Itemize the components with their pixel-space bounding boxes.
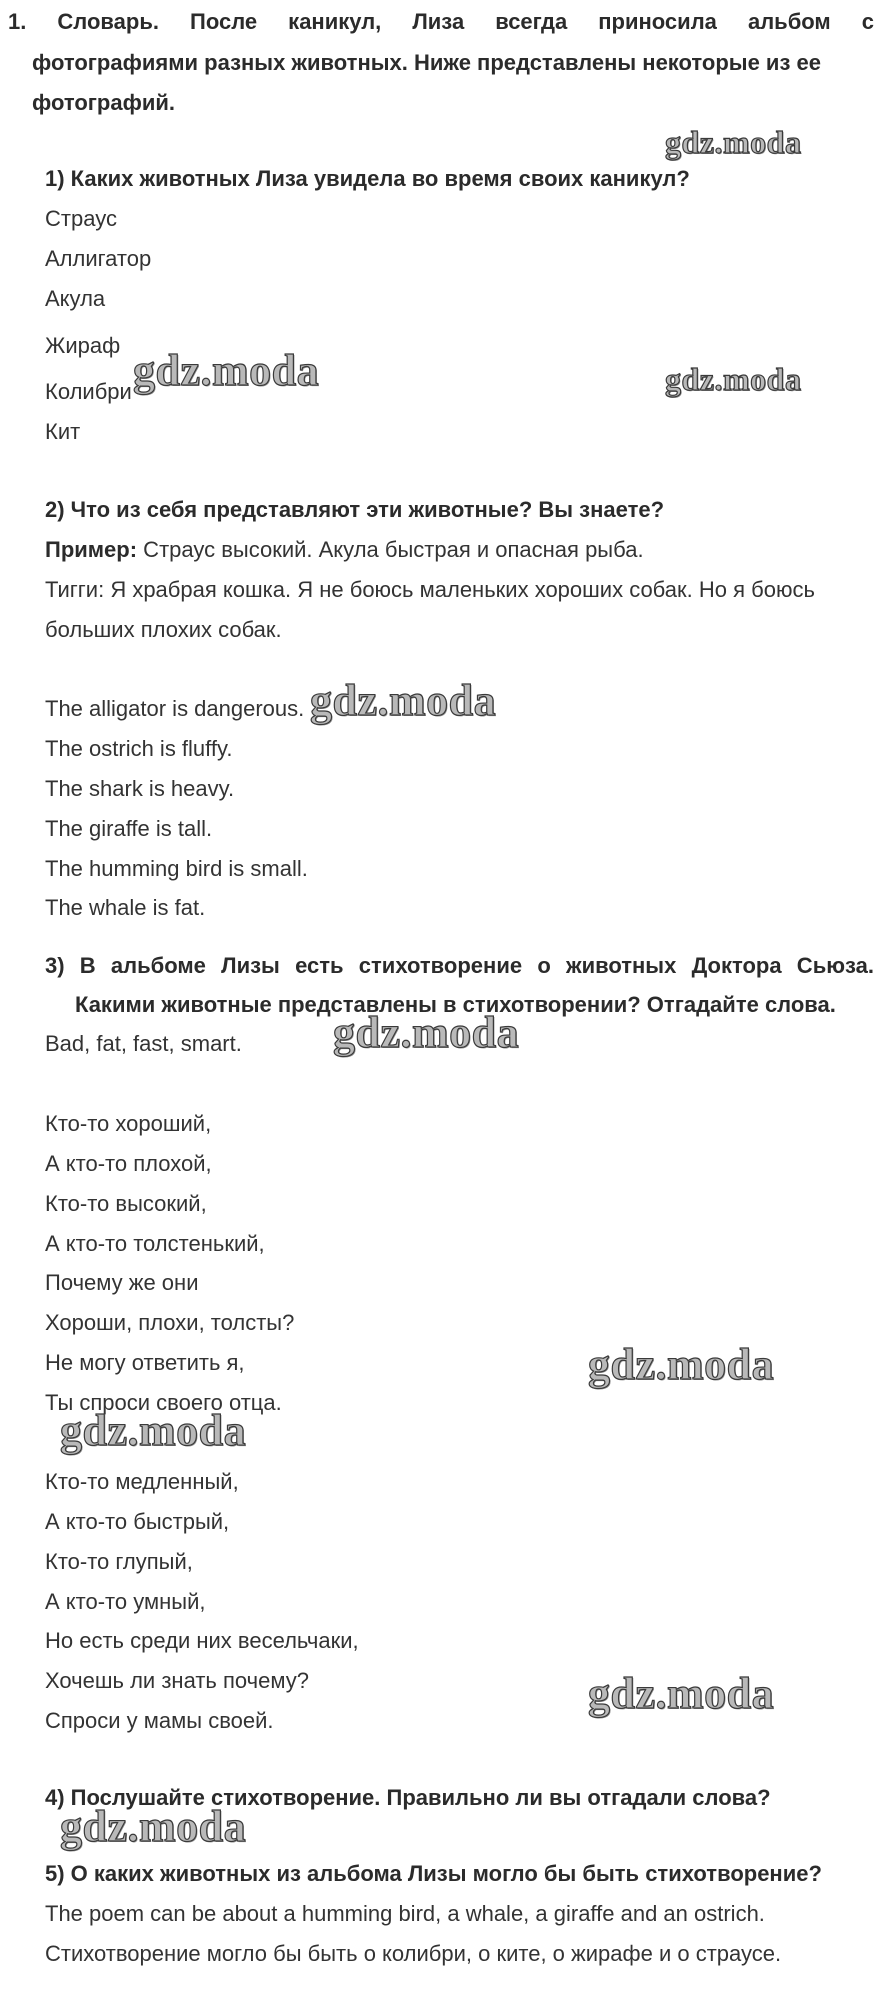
poem-line: Почему же они	[45, 1270, 199, 1295]
watermark: gdz.moda	[588, 1669, 775, 1718]
question-2: 2) Что из себя представляют эти животные? Вы знаете?	[45, 497, 665, 522]
example-line	[45, 536, 644, 564]
poem-line: Хочешь ли знать почему?	[45, 1668, 309, 1693]
animal-list-item: Жираф	[45, 333, 121, 358]
answer-line-ru: Стихотворение могло бы быть о колибри, о ките, о жирафе и о страусе.	[45, 1941, 782, 1966]
animal-list-item: Страус	[45, 206, 117, 231]
question-1: 1) Каких животных Лиза увидела во время своих каникул?	[45, 166, 690, 191]
answer-line: The ostrich is fluffy.	[45, 736, 233, 761]
watermark: gdz.moda	[588, 1340, 775, 1389]
poem-line: Не могу ответить я,	[45, 1350, 245, 1375]
watermark: gdz.moda	[60, 1406, 247, 1455]
watermark: gdz.moda	[133, 346, 320, 395]
watermark: gdz.moda	[310, 676, 497, 725]
poem-line: Хороши, плохи, толсты?	[45, 1310, 295, 1335]
task-intro-line-2: фотографиями разных животных. Ниже представлены некоторые из ее	[32, 50, 821, 75]
poem-line: А кто-то плохой,	[45, 1151, 212, 1176]
animal-list-item: Колибри	[45, 379, 132, 404]
poem-line: Кто-то высокий,	[45, 1191, 207, 1216]
task-intro-line-1: 1. Словарь. После каникул, Лиза всегда приносила альбом с	[8, 9, 874, 34]
answer-line: The whale is fat.	[45, 895, 206, 920]
poem-line: Но есть среди них весельчаки,	[45, 1628, 359, 1653]
example-text: Страус высокий. Акула быстрая и опасная рыба.	[137, 537, 644, 562]
question-3-line-2: Какими животные представлены в стихотворении? Отгадайте слова.	[75, 992, 836, 1017]
watermark: gdz.moda	[665, 361, 802, 397]
poem-line: Кто-то медленный,	[45, 1469, 239, 1494]
poem-line: Спроси у мамы своей.	[45, 1708, 274, 1733]
poem-line: А кто-то быстрый,	[45, 1509, 230, 1534]
question-3-line-1: 3) В альбоме Лизы есть стихотворение о животных Доктора Сьюза.	[45, 953, 874, 978]
animal-list-item: Акула	[45, 286, 106, 311]
question-4: 4) Послушайте стихотворение. Правильно ли вы отгадали слова?	[45, 1785, 771, 1810]
example-label: Пример:	[45, 537, 138, 562]
watermark: gdz.moda	[60, 1802, 247, 1851]
task-intro-line-3: фотографий.	[32, 90, 176, 115]
poem-line: Кто-то глупый,	[45, 1549, 193, 1574]
answer-line: The shark is heavy.	[45, 776, 235, 801]
poem-line: А кто-то толстенький,	[45, 1231, 265, 1256]
tiggy-line-1: Тигги: Я храбрая кошка. Я не боюсь маленьких хороших собак. Но я боюсь	[45, 577, 815, 602]
animal-list-item: Кит	[45, 419, 81, 444]
answer-line: The humming bird is small.	[45, 856, 308, 881]
question-5: 5) О каких животных из альбома Лизы могло бы быть стихотворение?	[45, 1861, 822, 1886]
watermark: gdz.moda	[665, 124, 802, 160]
poem-line: А кто-то умный,	[45, 1589, 206, 1614]
poem-line: Кто-то хороший,	[45, 1111, 212, 1136]
guess-words: Bad, fat, fast, smart.	[45, 1031, 242, 1056]
answer-line: The alligator is dangerous.	[45, 696, 305, 721]
animal-list-item: Аллигатор	[45, 246, 152, 271]
answer-line-en: The poem can be about a humming bird, a whale, a giraffe and an ostrich.	[45, 1901, 765, 1926]
tiggy-line-2: больших плохих собак.	[45, 617, 282, 642]
answer-line: The giraffe is tall.	[45, 816, 213, 841]
poem-line: Ты спроси своего отца.	[45, 1390, 282, 1415]
watermark: gdz.moda	[333, 1008, 520, 1057]
